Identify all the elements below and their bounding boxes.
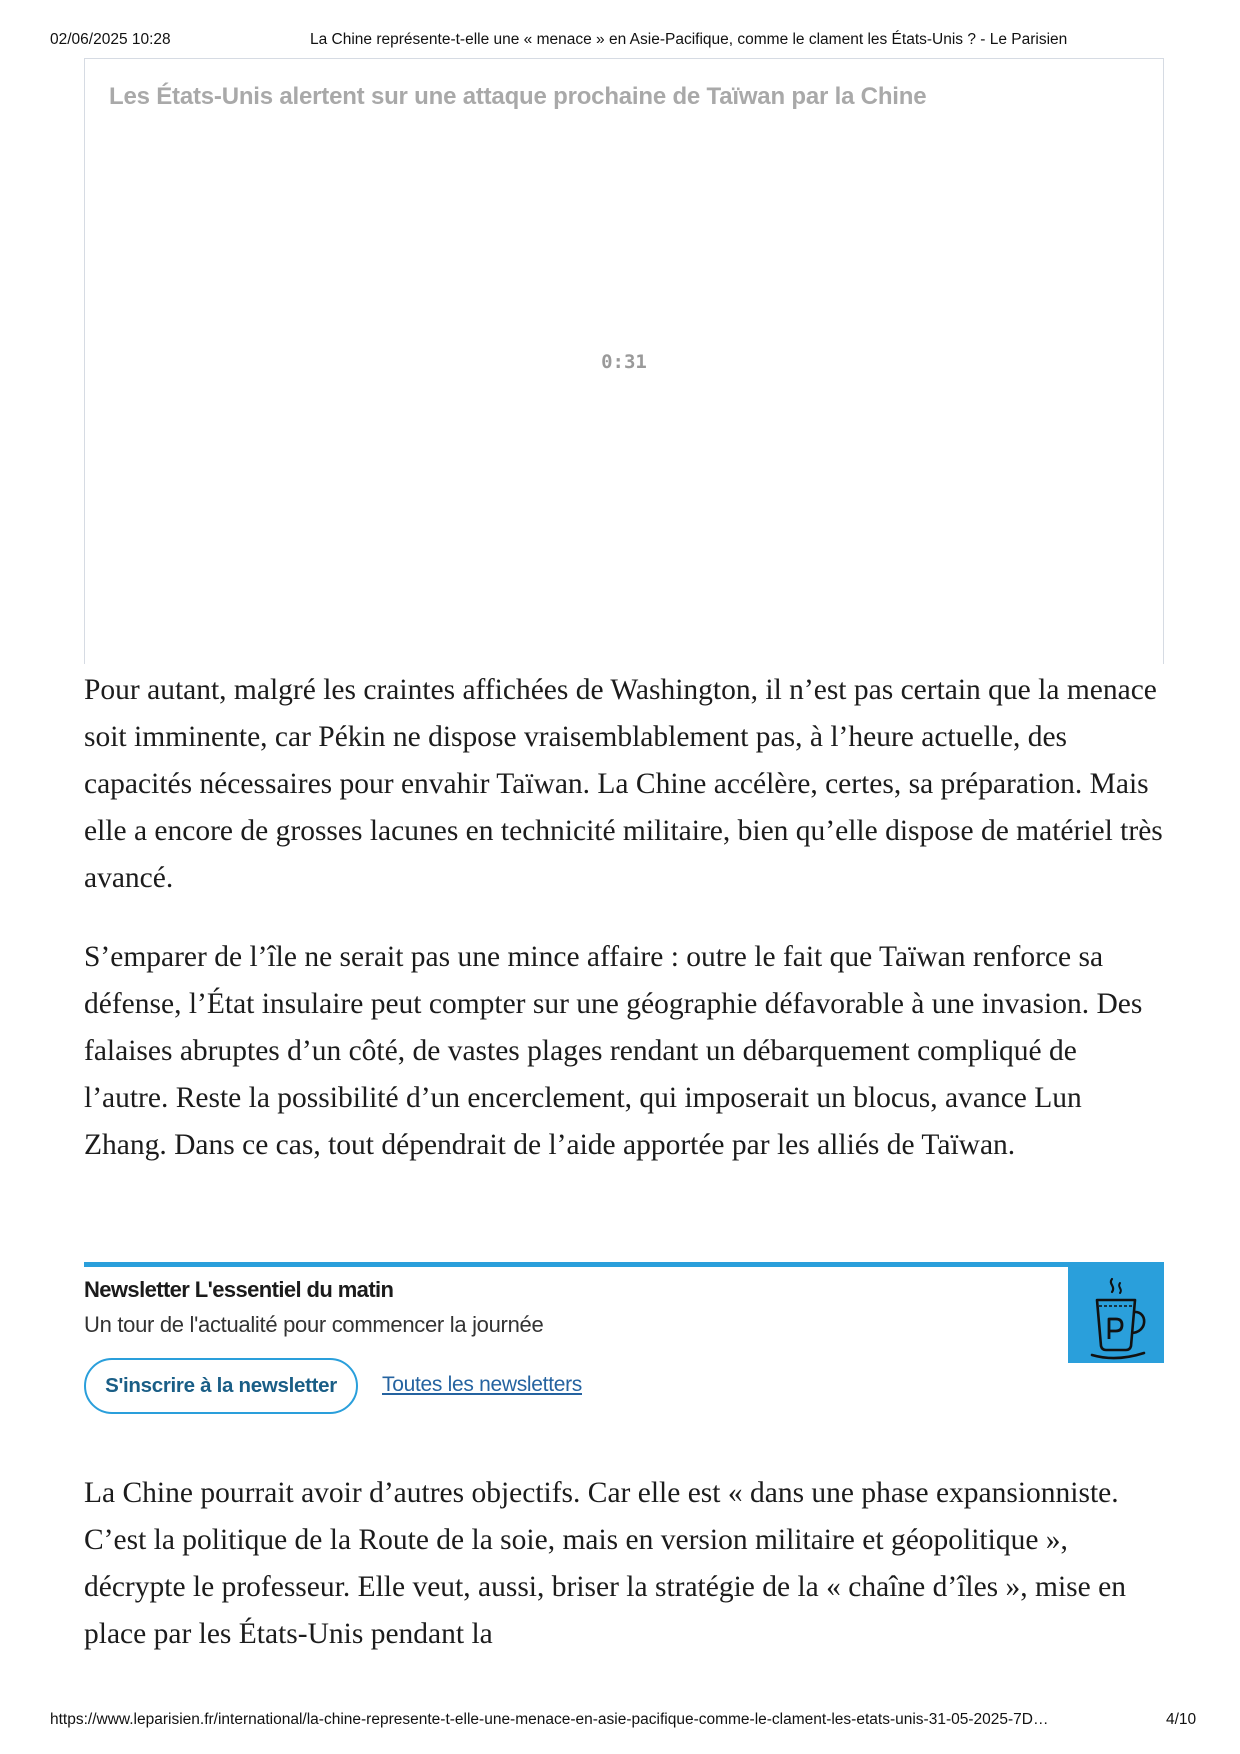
newsletter-title: Newsletter L'essentiel du matin: [84, 1277, 394, 1302]
print-datetime: 02/06/2025 10:28: [50, 31, 171, 48]
article-paragraph: S’emparer de l’île ne serait pas une mince affaire : outre le fait que Taïwan renforce sa défense, l’État insulaire peut compter sur une géographie défavorable à une invasion. Des falaises abruptes d’un côté, de vastes plages rendant un débarquement compliqué de l’autre. Reste la possibilité d’un encerclement, qui imposerait un blocus, avance Lun Zhang. Dans ce cas, tout dépendrait de l’aide apportée par les alliés de Taïwan.: [84, 941, 1143, 1161]
print-header: [0, 31, 1240, 53]
coffee-cup-icon: [1068, 1267, 1164, 1363]
newsletter-block: [84, 1262, 1164, 1432]
video-player[interactable]: [84, 58, 1164, 664]
article-paragraph: La Chine pourrait avoir d’autres objectifs. Car elle est « dans une phase expansionniste. C’est la politique de la Route de la soie, mais en version militaire et géopolitique », décrypte le professeur. Elle veut, aussi, briser la stratégie de la « chaîne d’îles », mise en place par les États-Unis pendant la: [84, 1477, 1126, 1650]
video-duration: 0:31: [601, 351, 647, 373]
print-url: https://www.leparisien.fr/international/la-chine-represente-t-elle-une-menace-en-asie-pacifique-comme-le-clament-les-etats-unis-31-05-2025-7D…: [50, 1711, 1049, 1728]
article-paragraph: Pour autant, malgré les craintes affichées de Washington, il n’est pas certain que la menace soit imminente, car Pékin ne dispose vraisemblablement pas, à l’heure actuelle, des capacités nécessaires pour envahir Taïwan. La Chine accélère, certes, sa préparation. Mais elle a encore de grosses lacunes en technicité militaire, bien qu’elle dispose de matériel très avancé.: [84, 674, 1163, 894]
video-title: Les États-Unis alertent sur une attaque prochaine de Taïwan par la Chine: [109, 83, 927, 110]
newsletter-subtitle: Un tour de l'actualité pour commencer la journée: [84, 1312, 544, 1337]
all-newsletters-link[interactable]: Toutes les newsletters: [382, 1373, 582, 1396]
print-doc-title: La Chine représente-t-elle une « menace » en Asie-Pacifique, comme le clament les États-Unis ? - Le Parisien: [310, 31, 1068, 48]
print-footer: [0, 1711, 1240, 1733]
newsletter-subscribe-button[interactable]: S'inscrire à la newsletter: [84, 1358, 358, 1414]
page-number: 4/10: [1166, 1711, 1197, 1728]
